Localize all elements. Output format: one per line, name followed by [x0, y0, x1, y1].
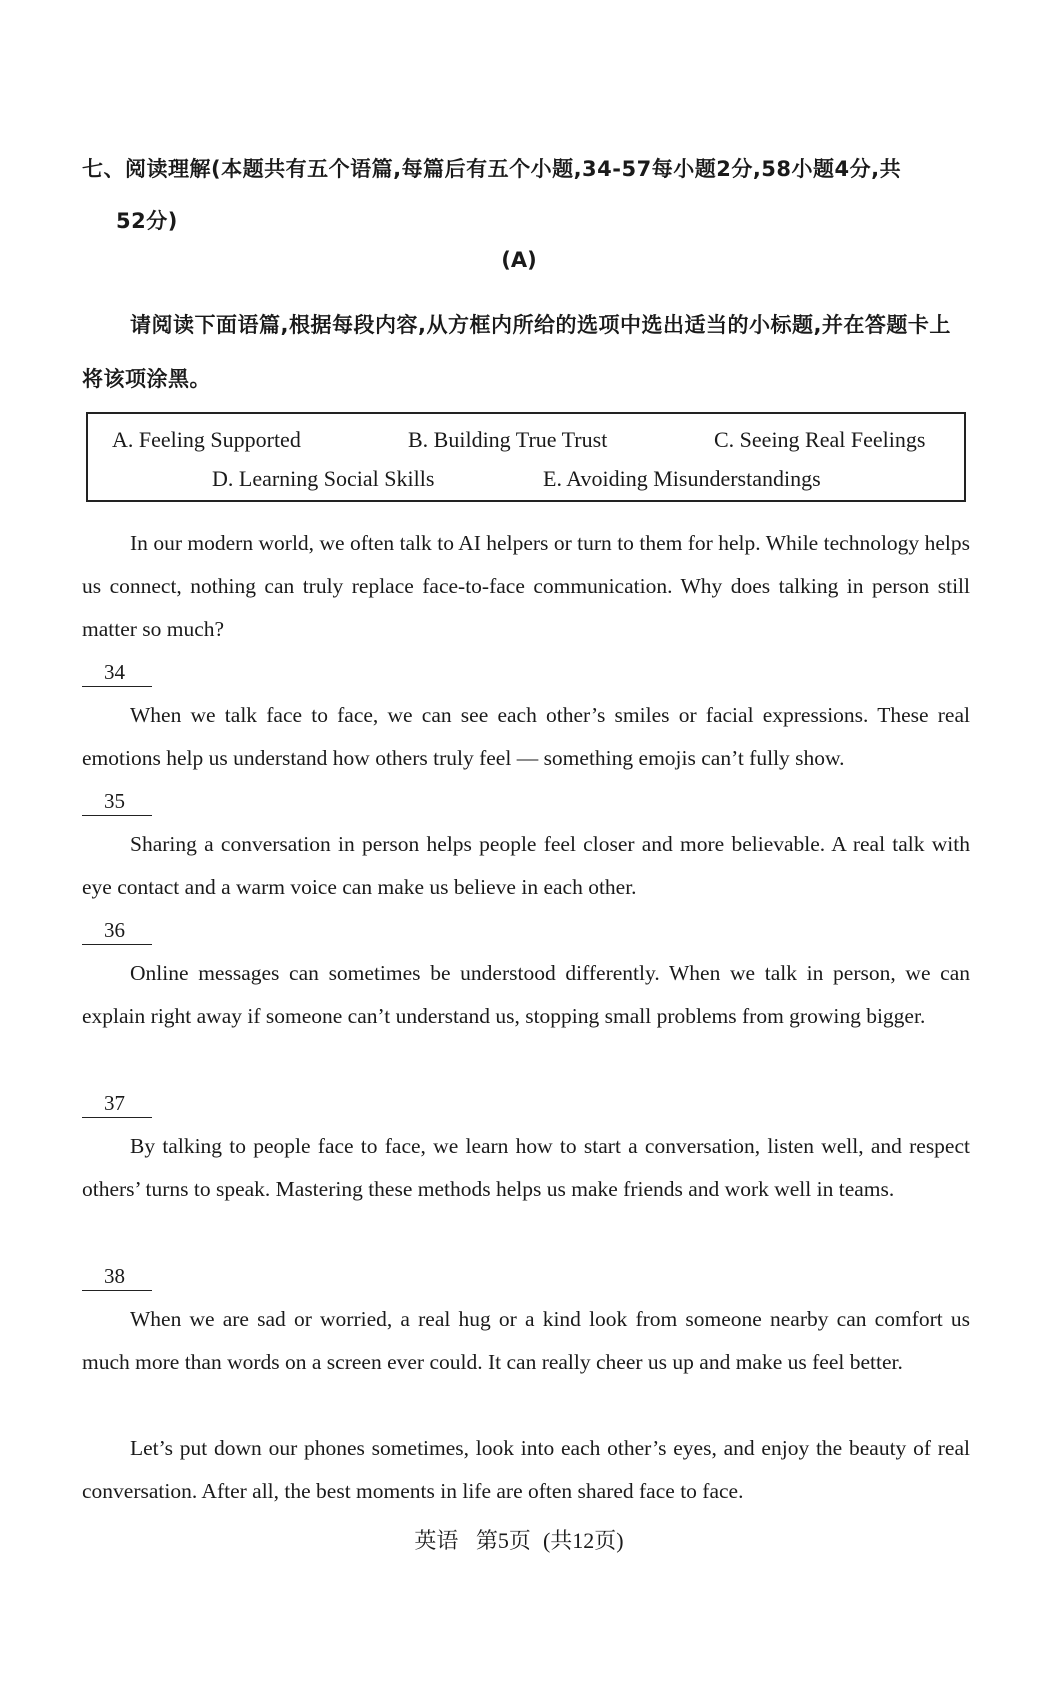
section-heading-line2: 52分)	[116, 209, 178, 233]
option-a: A. Feeling Supported	[112, 427, 301, 452]
paragraph-37: By talking to people face to face, we learn how to start a conversation, listen well, and respect others’ turns to speak. Mastering these methods helps us make friends and work well in teams.	[82, 1134, 970, 1201]
option-e: E. Avoiding Misunderstandings	[543, 466, 821, 491]
passage-label: (A)	[501, 248, 537, 272]
answer-blank-37: 37	[82, 1091, 152, 1118]
page-footer	[0, 1524, 1038, 1555]
footer-page-number: 第5页	[475, 1528, 531, 1553]
intro-paragraph: In our modern world, we often talk to AI helpers or turn to them for help. While technology helps us connect, nothing can truly replace face-to-face communication. Why does talking in person still matter so much?	[82, 531, 970, 641]
section-heading	[82, 143, 972, 247]
answer-blank-36: 36	[82, 918, 152, 945]
answer-blank-38: 38	[82, 1264, 152, 1291]
options-box	[86, 412, 966, 502]
footer-subject: 英语	[414, 1528, 459, 1553]
option-b: B. Building True Trust	[408, 427, 608, 452]
paragraph-34: When we talk face to face, we can see each other’s smiles or facial expressions. These real emotions help us understand how others truly feel — something emojis can’t fully show.	[82, 703, 970, 770]
section-heading-line1: 七、阅读理解(本题共有五个语篇,每篇后有五个小题,34-57每小题2分,58小题4分,共	[82, 157, 902, 181]
paragraph-35: Sharing a conversation in person helps people feel closer and more believable. A real talk with eye contact and a warm voice can make us believe in each other.	[82, 832, 970, 899]
paragraph-36: Online messages can sometimes be understood differently. When we talk in person, we can explain right away if someone can’t understand us, stopping small problems from growing bigger.	[82, 961, 970, 1028]
answer-blank-34: 34	[82, 660, 152, 687]
paragraph-38: When we are sad or worried, a real hug or a kind look from someone nearby can comfort us much more than words on a screen ever could. It can really cheer us up and make us feel better.	[82, 1307, 970, 1374]
answer-blank-35: 35	[82, 789, 152, 816]
footer-total-pages: (共12页)	[542, 1528, 624, 1553]
closing-paragraph: Let’s put down our phones sometimes, look into each other’s eyes, and enjoy the beauty of real conversation. After all, the best moments in life are often shared face to face.	[82, 1436, 970, 1503]
option-c: C. Seeing Real Feelings	[714, 427, 926, 452]
instruction-text: 请阅读下面语篇,根据每段内容,从方框内所给的选项中选出适当的小标题,并在答题卡上将该项涂黑。	[82, 313, 951, 391]
option-d: D. Learning Social Skills	[212, 466, 435, 491]
